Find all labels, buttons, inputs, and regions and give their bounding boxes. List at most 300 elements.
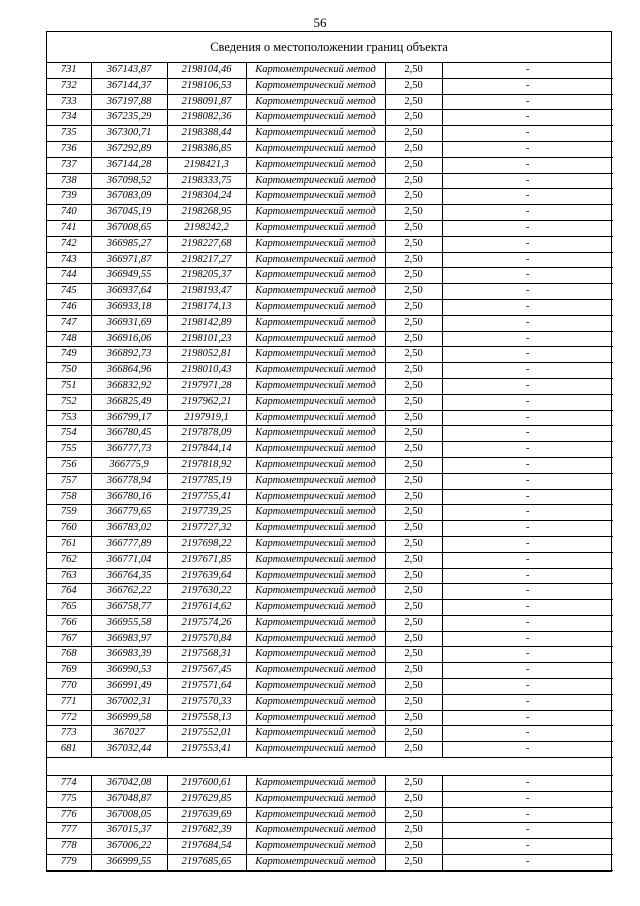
cell-coord-y: 2198052,81 — [167, 347, 246, 363]
cell-accuracy: 2,50 — [385, 331, 442, 347]
cell-point-number: 748 — [47, 331, 91, 347]
cell-accuracy: 2,50 — [385, 173, 442, 189]
cell-method: Картометрический метод — [246, 299, 385, 315]
cell-point-number: 752 — [47, 394, 91, 410]
cell-coord-x: 367300,71 — [91, 126, 167, 142]
table-row — [47, 710, 613, 726]
cell-coord-y: 2197844,14 — [167, 442, 246, 458]
table-row — [47, 78, 613, 94]
cell-accuracy: 2,50 — [385, 473, 442, 489]
page-number: 56 — [313, 15, 327, 30]
cell-description: - — [442, 726, 613, 742]
cell-point-number: 753 — [47, 410, 91, 426]
cell-accuracy: 2,50 — [385, 141, 442, 157]
table-row — [47, 299, 613, 315]
cell-description: - — [442, 63, 613, 78]
cell-point-number: 741 — [47, 220, 91, 236]
cell-description: - — [442, 536, 613, 552]
cell-description: - — [442, 315, 613, 331]
cell-method: Картометрический метод — [246, 284, 385, 300]
cell-accuracy: 2,50 — [385, 268, 442, 284]
cell-coord-x: 366892,73 — [91, 347, 167, 363]
cell-accuracy: 2,50 — [385, 584, 442, 600]
cell-accuracy: 2,50 — [385, 94, 442, 110]
cell-accuracy: 2,50 — [385, 552, 442, 568]
table-row — [47, 236, 613, 252]
table-row — [47, 663, 613, 679]
cell-method: Картометрический метод — [246, 378, 385, 394]
cell-coord-y: 2198091,87 — [167, 94, 246, 110]
cell-method: Картометрический метод — [246, 457, 385, 473]
cell-coord-x: 366783,02 — [91, 521, 167, 537]
cell-coord-x: 367002,31 — [91, 694, 167, 710]
table-section-break — [47, 758, 613, 776]
cell-coord-x: 367008,65 — [91, 220, 167, 236]
cell-description: - — [442, 363, 613, 379]
cell-accuracy: 2,50 — [385, 157, 442, 173]
cell-accuracy: 2,50 — [385, 284, 442, 300]
table-row — [47, 584, 613, 600]
cell-description: - — [442, 584, 613, 600]
cell-coord-x: 367042,08 — [91, 776, 167, 792]
cell-accuracy: 2,50 — [385, 205, 442, 221]
cell-coord-x: 366762,22 — [91, 584, 167, 600]
cell-accuracy: 2,50 — [385, 568, 442, 584]
cell-coord-y: 2197600,61 — [167, 776, 246, 792]
cell-point-number: 774 — [47, 776, 91, 792]
cell-method: Картометрический метод — [246, 839, 385, 855]
cell-description: - — [442, 600, 613, 616]
cell-coord-x: 366916,06 — [91, 331, 167, 347]
cell-accuracy: 2,50 — [385, 78, 442, 94]
cell-coord-y: 2197614,62 — [167, 600, 246, 616]
table-row — [47, 536, 613, 552]
cell-accuracy: 2,50 — [385, 315, 442, 331]
cell-point-number: 737 — [47, 157, 91, 173]
cell-point-number: 750 — [47, 363, 91, 379]
table-row — [47, 615, 613, 631]
table-row — [47, 679, 613, 695]
cell-coord-y: 2198386,85 — [167, 141, 246, 157]
cell-accuracy: 2,50 — [385, 347, 442, 363]
cell-coord-x: 366864,96 — [91, 363, 167, 379]
cell-coord-y: 2197685,65 — [167, 855, 246, 871]
cell-coord-y: 2197684,54 — [167, 839, 246, 855]
table-row — [47, 394, 613, 410]
cell-coord-y: 2197919,1 — [167, 410, 246, 426]
cell-point-number: 768 — [47, 647, 91, 663]
cell-method: Картометрический метод — [246, 220, 385, 236]
cell-description: - — [442, 252, 613, 268]
cell-coord-y: 2198217,27 — [167, 252, 246, 268]
cell-coord-y: 2198106,53 — [167, 78, 246, 94]
cell-coord-y: 2198388,44 — [167, 126, 246, 142]
cell-method: Картометрический метод — [246, 694, 385, 710]
cell-accuracy: 2,50 — [385, 505, 442, 521]
cell-point-number: 769 — [47, 663, 91, 679]
cell-coord-x: 366937,64 — [91, 284, 167, 300]
cell-point-number: 745 — [47, 284, 91, 300]
cell-description: - — [442, 220, 613, 236]
cell-method: Картометрический метод — [246, 776, 385, 792]
cell-coord-y: 2198227,68 — [167, 236, 246, 252]
cell-coord-y: 2197570,84 — [167, 631, 246, 647]
cell-accuracy: 2,50 — [385, 647, 442, 663]
cell-accuracy: 2,50 — [385, 236, 442, 252]
table-row — [47, 839, 613, 855]
cell-coord-x: 366983,97 — [91, 631, 167, 647]
cell-coord-y: 2198082,36 — [167, 110, 246, 126]
cell-accuracy: 2,50 — [385, 489, 442, 505]
cell-coord-x: 366779,65 — [91, 505, 167, 521]
cell-description: - — [442, 839, 613, 855]
cell-accuracy: 2,50 — [385, 220, 442, 236]
cell-point-number: 681 — [47, 742, 91, 758]
table-body-main — [47, 63, 613, 758]
table-row — [47, 742, 613, 758]
cell-description: - — [442, 410, 613, 426]
cell-description: - — [442, 710, 613, 726]
cell-method: Картометрический метод — [246, 663, 385, 679]
cell-description: - — [442, 568, 613, 584]
cell-coord-x: 367008,05 — [91, 807, 167, 823]
table-row — [47, 331, 613, 347]
cell-coord-y: 2197571,64 — [167, 679, 246, 695]
cell-description: - — [442, 189, 613, 205]
cell-point-number: 773 — [47, 726, 91, 742]
cell-method: Картометрический метод — [246, 268, 385, 284]
cell-coord-x: 366949,55 — [91, 268, 167, 284]
cell-method: Картометрический метод — [246, 647, 385, 663]
cell-accuracy: 2,50 — [385, 615, 442, 631]
cell-coord-x: 366758,77 — [91, 600, 167, 616]
table-body-after-break — [47, 776, 613, 871]
cell-coord-x: 367197,88 — [91, 94, 167, 110]
cell-description: - — [442, 823, 613, 839]
cell-accuracy: 2,50 — [385, 663, 442, 679]
cell-accuracy: 2,50 — [385, 807, 442, 823]
cell-point-number: 772 — [47, 710, 91, 726]
cell-point-number: 736 — [47, 141, 91, 157]
cell-accuracy: 2,50 — [385, 600, 442, 616]
cell-coord-x: 367235,29 — [91, 110, 167, 126]
cell-coord-y: 2197630,22 — [167, 584, 246, 600]
table-row — [47, 315, 613, 331]
cell-coord-x: 366777,73 — [91, 442, 167, 458]
cell-method: Картометрический метод — [246, 600, 385, 616]
boundary-table-sheet — [46, 31, 612, 872]
cell-accuracy: 2,50 — [385, 536, 442, 552]
cell-coord-y: 2197878,09 — [167, 426, 246, 442]
cell-description: - — [442, 299, 613, 315]
cell-method: Картометрический метод — [246, 505, 385, 521]
table-row — [47, 410, 613, 426]
table-row — [47, 63, 613, 78]
cell-coord-x: 367048,87 — [91, 791, 167, 807]
cell-coord-x: 366832,92 — [91, 378, 167, 394]
table-row — [47, 189, 613, 205]
cell-description: - — [442, 473, 613, 489]
cell-point-number: 760 — [47, 521, 91, 537]
cell-coord-y: 2197568,31 — [167, 647, 246, 663]
table-row — [47, 220, 613, 236]
cell-point-number: 740 — [47, 205, 91, 221]
cell-coord-x: 366971,87 — [91, 252, 167, 268]
cell-description: - — [442, 552, 613, 568]
cell-point-number: 771 — [47, 694, 91, 710]
cell-description: - — [442, 378, 613, 394]
cell-coord-y: 2198242,2 — [167, 220, 246, 236]
cell-coord-y: 2197570,33 — [167, 694, 246, 710]
cell-coord-y: 2198205,37 — [167, 268, 246, 284]
cell-description: - — [442, 236, 613, 252]
cell-coord-y: 2197727,32 — [167, 521, 246, 537]
cell-accuracy: 2,50 — [385, 726, 442, 742]
cell-description: - — [442, 442, 613, 458]
cell-description: - — [442, 173, 613, 189]
cell-point-number: 742 — [47, 236, 91, 252]
cell-coord-x: 367045,19 — [91, 205, 167, 221]
cell-method: Картометрический метод — [246, 331, 385, 347]
cell-coord-y: 2198193,47 — [167, 284, 246, 300]
cell-description: - — [442, 647, 613, 663]
cell-description: - — [442, 776, 613, 792]
table-row — [47, 505, 613, 521]
cell-coord-y: 2197574,26 — [167, 615, 246, 631]
cell-point-number: 732 — [47, 78, 91, 94]
cell-point-number: 743 — [47, 252, 91, 268]
cell-coord-y: 2198142,89 — [167, 315, 246, 331]
cell-coord-x: 367292,89 — [91, 141, 167, 157]
cell-description: - — [442, 679, 613, 695]
cell-accuracy: 2,50 — [385, 679, 442, 695]
table-row — [47, 426, 613, 442]
cell-description: - — [442, 284, 613, 300]
cell-method: Картометрический метод — [246, 855, 385, 871]
cell-accuracy: 2,50 — [385, 776, 442, 792]
table-row — [47, 205, 613, 221]
cell-description: - — [442, 742, 613, 758]
cell-description: - — [442, 94, 613, 110]
table-row — [47, 726, 613, 742]
cell-accuracy: 2,50 — [385, 855, 442, 871]
cell-description: - — [442, 521, 613, 537]
cell-coord-x: 366778,94 — [91, 473, 167, 489]
cell-method: Картометрический метод — [246, 552, 385, 568]
table-row — [47, 552, 613, 568]
cell-coord-y: 2198104,46 — [167, 63, 246, 78]
cell-coord-y: 2198101,23 — [167, 331, 246, 347]
cell-description: - — [442, 268, 613, 284]
cell-coord-y: 2197567,45 — [167, 663, 246, 679]
cell-method: Картометрический метод — [246, 426, 385, 442]
cell-point-number: 779 — [47, 855, 91, 871]
cell-point-number: 739 — [47, 189, 91, 205]
cell-method: Картометрический метод — [246, 742, 385, 758]
cell-method: Картометрический метод — [246, 110, 385, 126]
cell-accuracy: 2,50 — [385, 126, 442, 142]
cell-method: Картометрический метод — [246, 615, 385, 631]
table-row — [47, 442, 613, 458]
table-row — [47, 157, 613, 173]
cell-coord-x: 367006,22 — [91, 839, 167, 855]
cell-accuracy: 2,50 — [385, 63, 442, 78]
cell-accuracy: 2,50 — [385, 299, 442, 315]
cell-description: - — [442, 205, 613, 221]
cell-accuracy: 2,50 — [385, 426, 442, 442]
cell-accuracy: 2,50 — [385, 394, 442, 410]
cell-point-number: 731 — [47, 63, 91, 78]
cell-description: - — [442, 347, 613, 363]
cell-accuracy: 2,50 — [385, 823, 442, 839]
cell-method: Картометрический метод — [246, 141, 385, 157]
cell-accuracy: 2,50 — [385, 521, 442, 537]
cell-method: Картометрический метод — [246, 679, 385, 695]
cell-description: - — [442, 505, 613, 521]
cell-description: - — [442, 78, 613, 94]
cell-description: - — [442, 631, 613, 647]
cell-point-number: 754 — [47, 426, 91, 442]
cell-method: Картометрический метод — [246, 347, 385, 363]
cell-method: Картометрический метод — [246, 189, 385, 205]
table-row — [47, 473, 613, 489]
cell-accuracy: 2,50 — [385, 110, 442, 126]
cell-accuracy: 2,50 — [385, 791, 442, 807]
table-row — [47, 126, 613, 142]
cell-coord-y: 2197785,19 — [167, 473, 246, 489]
cell-method: Картометрический метод — [246, 442, 385, 458]
cell-point-number: 733 — [47, 94, 91, 110]
cell-coord-x: 366990,53 — [91, 663, 167, 679]
cell-accuracy: 2,50 — [385, 839, 442, 855]
cell-point-number: 761 — [47, 536, 91, 552]
table-row — [47, 173, 613, 189]
cell-coord-x: 366780,16 — [91, 489, 167, 505]
cell-point-number: 735 — [47, 126, 91, 142]
cell-point-number: 763 — [47, 568, 91, 584]
table-row — [47, 521, 613, 537]
cell-description: - — [442, 663, 613, 679]
cell-coord-x: 366983,39 — [91, 647, 167, 663]
cell-accuracy: 2,50 — [385, 189, 442, 205]
table-row — [47, 807, 613, 823]
cell-coord-y: 2198010,43 — [167, 363, 246, 379]
cell-method: Картометрический метод — [246, 521, 385, 537]
cell-coord-y: 2197818,92 — [167, 457, 246, 473]
cell-method: Картометрический метод — [246, 205, 385, 221]
cell-description: - — [442, 110, 613, 126]
cell-point-number: 770 — [47, 679, 91, 695]
table-row — [47, 694, 613, 710]
cell-point-number: 756 — [47, 457, 91, 473]
cell-coord-y: 2198268,95 — [167, 205, 246, 221]
cell-point-number: 765 — [47, 600, 91, 616]
cell-point-number: 751 — [47, 378, 91, 394]
cell-point-number: 746 — [47, 299, 91, 315]
cell-description: - — [442, 331, 613, 347]
cell-coord-x: 367144,37 — [91, 78, 167, 94]
cell-accuracy: 2,50 — [385, 378, 442, 394]
cell-coord-x: 367143,87 — [91, 63, 167, 78]
cell-coord-y: 2197639,69 — [167, 807, 246, 823]
cell-point-number: 777 — [47, 823, 91, 839]
cell-point-number: 776 — [47, 807, 91, 823]
cell-method: Картометрический метод — [246, 568, 385, 584]
cell-coord-x: 366999,58 — [91, 710, 167, 726]
cell-coord-x: 366777,89 — [91, 536, 167, 552]
cell-coord-y: 2197639,64 — [167, 568, 246, 584]
table-title: Сведения о местоположении границ объекта — [47, 32, 611, 63]
table-row — [47, 568, 613, 584]
cell-coord-y: 2197682,39 — [167, 823, 246, 839]
cell-accuracy: 2,50 — [385, 252, 442, 268]
cell-method: Картометрический метод — [246, 473, 385, 489]
cell-coord-y: 2197962,21 — [167, 394, 246, 410]
cell-coord-x: 366775,9 — [91, 457, 167, 473]
cell-coord-x: 366771,04 — [91, 552, 167, 568]
cell-description: - — [442, 694, 613, 710]
cell-description: - — [442, 807, 613, 823]
cell-method: Картометрический метод — [246, 236, 385, 252]
cell-description: - — [442, 855, 613, 871]
cell-coord-y: 2197755,41 — [167, 489, 246, 505]
cell-point-number: 766 — [47, 615, 91, 631]
cell-point-number: 738 — [47, 173, 91, 189]
cell-coord-y: 2198304,24 — [167, 189, 246, 205]
cell-description: - — [442, 489, 613, 505]
cell-coord-x: 366764,35 — [91, 568, 167, 584]
cell-description: - — [442, 126, 613, 142]
cell-description: - — [442, 141, 613, 157]
table-row — [47, 347, 613, 363]
cell-method: Картометрический метод — [246, 173, 385, 189]
cell-coord-y: 2197629,85 — [167, 791, 246, 807]
cell-point-number: 759 — [47, 505, 91, 521]
cell-accuracy: 2,50 — [385, 694, 442, 710]
cell-point-number: 778 — [47, 839, 91, 855]
cell-description: - — [442, 394, 613, 410]
cell-point-number: 758 — [47, 489, 91, 505]
cell-coord-x: 366931,69 — [91, 315, 167, 331]
cell-coord-x: 367032,44 — [91, 742, 167, 758]
cell-method: Картометрический метод — [246, 823, 385, 839]
cell-method: Картометрический метод — [246, 726, 385, 742]
cell-coord-y: 2197698,22 — [167, 536, 246, 552]
cell-coord-x: 366985,27 — [91, 236, 167, 252]
cell-coord-x: 367144,28 — [91, 157, 167, 173]
cell-coord-x: 367027 — [91, 726, 167, 742]
cell-method: Картометрический метод — [246, 631, 385, 647]
cell-method: Картометрический метод — [246, 489, 385, 505]
cell-method: Картометрический метод — [246, 126, 385, 142]
table-row — [47, 489, 613, 505]
cell-coord-y: 2197553,41 — [167, 742, 246, 758]
table-row — [47, 252, 613, 268]
cell-coord-x: 367083,09 — [91, 189, 167, 205]
cell-point-number: 755 — [47, 442, 91, 458]
cell-coord-y: 2198333,75 — [167, 173, 246, 189]
cell-method: Картометрический метод — [246, 94, 385, 110]
cell-point-number: 775 — [47, 791, 91, 807]
table-row — [47, 647, 613, 663]
cell-coord-x: 367015,37 — [91, 823, 167, 839]
table-row — [47, 776, 613, 792]
cell-accuracy: 2,50 — [385, 363, 442, 379]
cell-coord-x: 366799,17 — [91, 410, 167, 426]
table-row — [47, 378, 613, 394]
cell-point-number: 744 — [47, 268, 91, 284]
cell-method: Картометрический метод — [246, 315, 385, 331]
